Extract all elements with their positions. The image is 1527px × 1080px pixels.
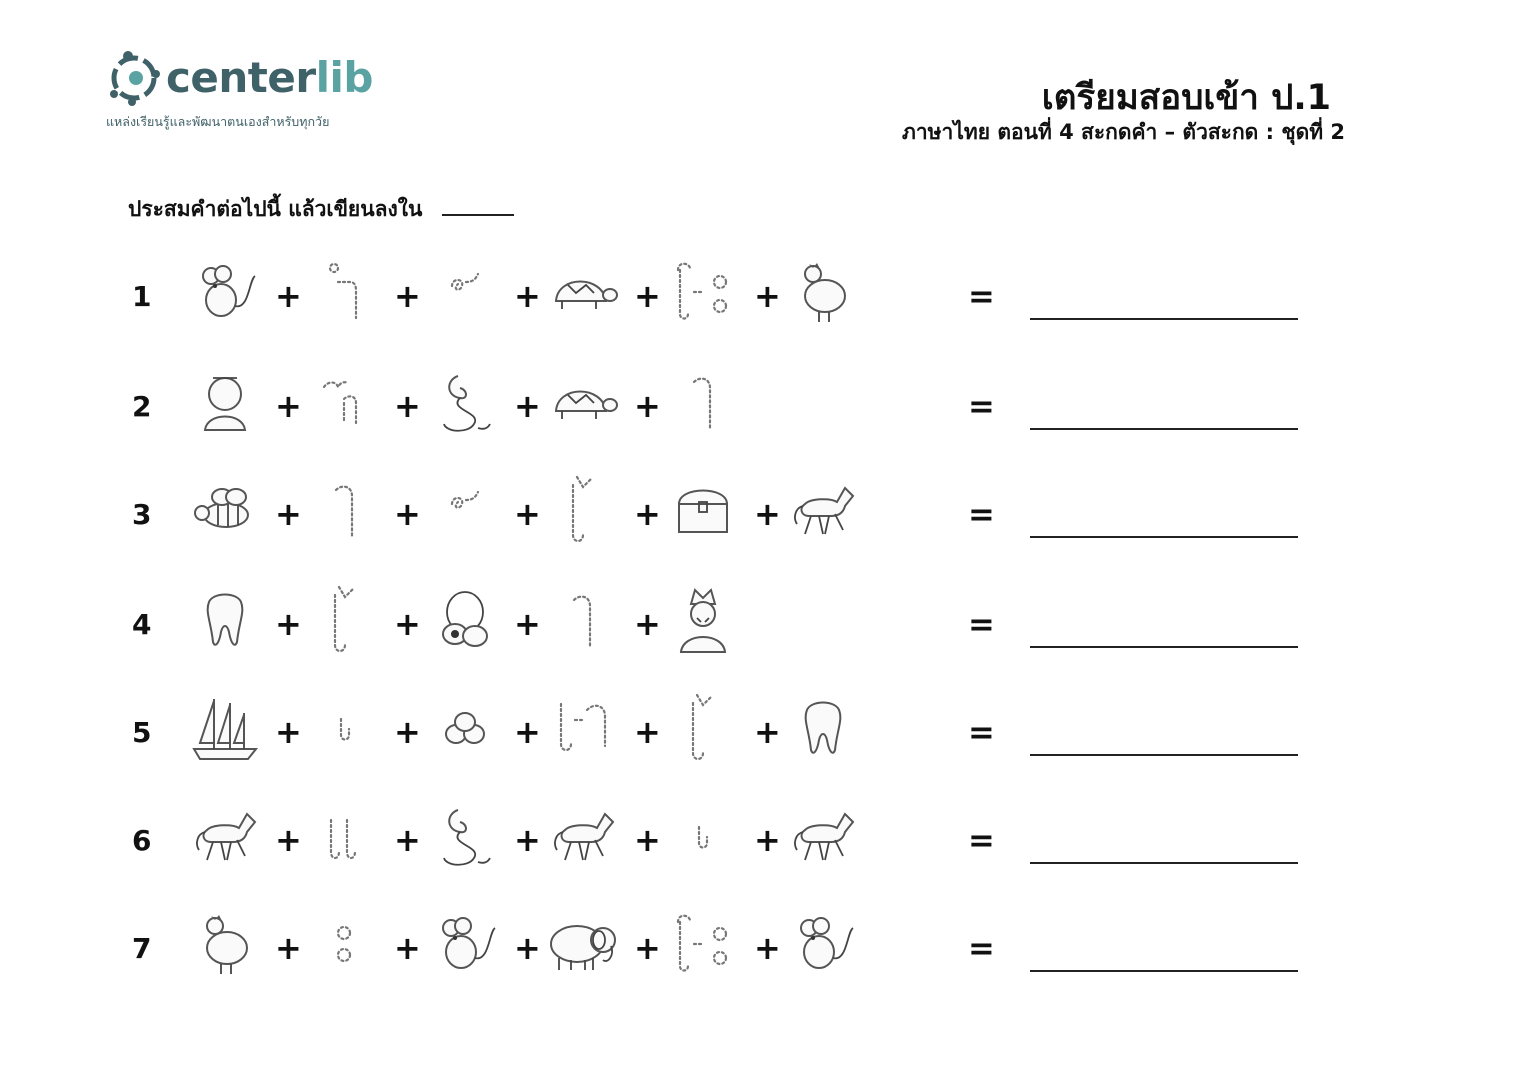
- answer-blank-line[interactable]: [1030, 970, 1298, 972]
- horse-picture-icon: [190, 796, 260, 876]
- plus-sign: +: [634, 713, 661, 751]
- plus-sign: +: [394, 277, 421, 315]
- chicken-picture-icon: [190, 904, 260, 984]
- plus-sign: +: [275, 495, 302, 533]
- sara-am-glyph-icon: [310, 252, 380, 332]
- plus-sign: +: [514, 387, 541, 425]
- question-number: 3: [132, 498, 152, 531]
- cobra-picture-icon: [430, 362, 500, 442]
- question-row: [0, 470, 1527, 570]
- logo-molecule-icon: [104, 48, 164, 108]
- question-row: [0, 904, 1527, 1004]
- plus-sign: +: [514, 605, 541, 643]
- equals-sign: =: [968, 929, 995, 967]
- plus-sign: +: [514, 713, 541, 751]
- sara-ai-glyph-icon: [668, 688, 738, 768]
- question-row: [0, 252, 1527, 352]
- plus-sign: +: [754, 713, 781, 751]
- plus-sign: +: [394, 713, 421, 751]
- monk-picture-icon: [190, 362, 260, 442]
- answer-blank-line[interactable]: [1030, 428, 1298, 430]
- page-subtitle: ภาษาไทย ตอนที่ 4 สะกดคำ – ตัวสะกด : ชุดที่ 2: [902, 120, 1345, 144]
- instruction-text: [128, 193, 514, 226]
- sara-aa-glyph-icon: [548, 580, 618, 660]
- question-number: 2: [132, 390, 152, 423]
- plus-sign: +: [394, 495, 421, 533]
- junk-boat-picture-icon: [190, 688, 260, 768]
- logo-word-center: center: [166, 53, 316, 102]
- sara-u-glyph-icon: [310, 688, 380, 768]
- plus-sign: +: [275, 605, 302, 643]
- sara-o-glyph-icon: [668, 904, 738, 984]
- page-title: เตรียมสอบเข้า ป.1: [1041, 78, 1331, 118]
- logo-wordmark: [166, 52, 373, 104]
- question-row: [0, 688, 1527, 788]
- plus-sign: +: [275, 387, 302, 425]
- mouse-picture-icon: [788, 904, 858, 984]
- plus-sign: +: [634, 821, 661, 859]
- question-number: 1: [132, 280, 152, 313]
- turtle-picture-icon: [548, 362, 618, 442]
- answer-blank-line[interactable]: [1030, 536, 1298, 538]
- cobra-picture-icon: [430, 796, 500, 876]
- elephant-picture-icon: [548, 904, 618, 984]
- answer-blank-line[interactable]: [1030, 318, 1298, 320]
- sara-ao-glyph-icon: [548, 688, 618, 768]
- tooth-picture-icon: [190, 580, 260, 660]
- bee-picture-icon: [190, 470, 260, 550]
- plus-sign: +: [634, 277, 661, 315]
- plus-sign: +: [634, 495, 661, 533]
- plus-sign: +: [634, 387, 661, 425]
- chest-picture-icon: [668, 470, 738, 550]
- question-row: [0, 580, 1527, 680]
- question-number: 7: [132, 932, 152, 965]
- mouse-picture-icon: [190, 252, 260, 332]
- question-row: [0, 362, 1527, 462]
- plus-sign: +: [394, 605, 421, 643]
- answer-blank-line[interactable]: [1030, 754, 1298, 756]
- mai-tho-glyph-icon: [430, 470, 500, 550]
- plus-sign: +: [754, 929, 781, 967]
- logo-word-lib: lib: [315, 53, 373, 102]
- ring-picture-icon: [430, 580, 500, 660]
- plus-sign: +: [754, 821, 781, 859]
- sara-ae-glyph-icon: [310, 796, 380, 876]
- answer-blank-line[interactable]: [1030, 862, 1298, 864]
- equals-sign: =: [968, 277, 995, 315]
- plus-sign: +: [394, 929, 421, 967]
- horse-picture-icon: [788, 470, 858, 550]
- question-number: 5: [132, 716, 152, 749]
- plus-sign: +: [275, 821, 302, 859]
- sara-o-glyph-icon: [668, 252, 738, 332]
- sara-aa-glyph-icon: [668, 362, 738, 442]
- tooth-picture-icon: [788, 688, 858, 768]
- question-number: 4: [132, 608, 152, 641]
- sara-ua-glyph-icon: [310, 362, 380, 442]
- centerlib-logo: [104, 48, 404, 138]
- equals-sign: =: [968, 495, 995, 533]
- plus-sign: +: [275, 713, 302, 751]
- answer-blank-line[interactable]: [1030, 646, 1298, 648]
- plus-sign: +: [634, 605, 661, 643]
- logo-tagline: แหล่งเรียนรู้และพัฒนาตนเองสำหรับทุกวัย: [106, 114, 330, 129]
- plus-sign: +: [754, 495, 781, 533]
- turtle-picture-icon: [548, 252, 618, 332]
- sara-aa-glyph-icon: [310, 470, 380, 550]
- horse-picture-icon: [788, 796, 858, 876]
- plus-sign: +: [275, 277, 302, 315]
- equals-sign: =: [968, 605, 995, 643]
- plus-sign: +: [514, 495, 541, 533]
- equals-sign: =: [968, 821, 995, 859]
- equals-sign: =: [968, 387, 995, 425]
- plus-sign: +: [514, 821, 541, 859]
- question-row: [0, 796, 1527, 896]
- mai-tho-glyph-icon: [430, 252, 500, 332]
- instruction-blank-sample: [442, 196, 514, 216]
- sara-ai-glyph-icon: [548, 470, 618, 550]
- plus-sign: +: [394, 821, 421, 859]
- sara-ai-glyph-icon: [310, 580, 380, 660]
- giant-picture-icon: [668, 580, 738, 660]
- equals-sign: =: [968, 713, 995, 751]
- plus-sign: +: [754, 277, 781, 315]
- sara-a-glyph-icon: [310, 904, 380, 984]
- plus-sign: +: [514, 277, 541, 315]
- mouse-picture-icon: [430, 904, 500, 984]
- instruction-label: ประสมคำต่อไปนี้ แล้วเขียนลงใน: [128, 197, 423, 221]
- chicken-picture-icon: [788, 252, 858, 332]
- question-number: 6: [132, 824, 152, 857]
- plus-sign: +: [634, 929, 661, 967]
- plus-sign: +: [514, 929, 541, 967]
- plus-sign: +: [394, 387, 421, 425]
- sara-u-glyph-icon: [668, 796, 738, 876]
- horse-picture-icon: [548, 796, 618, 876]
- eggs-picture-icon: [430, 688, 500, 768]
- plus-sign: +: [275, 929, 302, 967]
